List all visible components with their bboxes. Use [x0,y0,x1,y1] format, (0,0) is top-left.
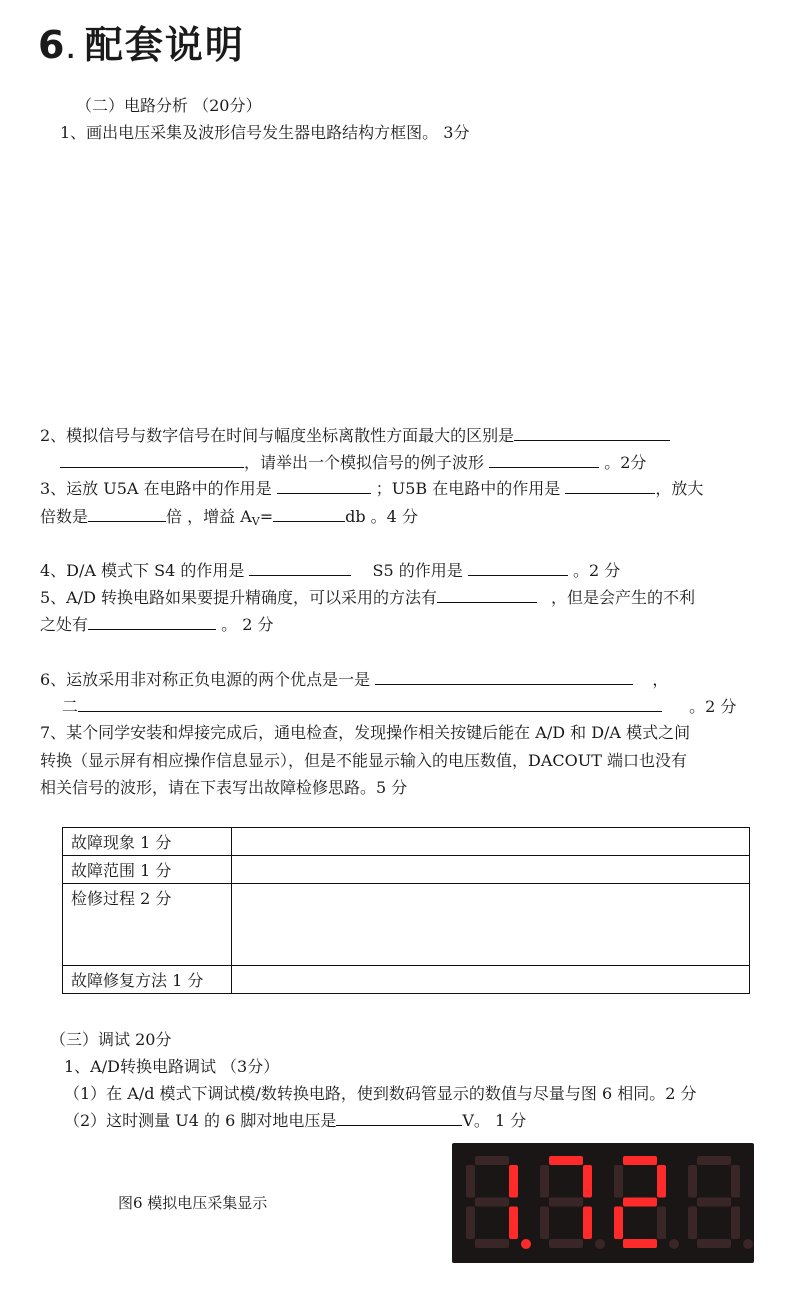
answer-blank[interactable] [277,477,371,494]
answer-blank[interactable] [468,559,568,576]
segment-e [688,1207,697,1240]
debug-item-1: 1、A/D转换电路调试 （3分） [64,1057,280,1076]
table-row [63,966,750,994]
answer-blank[interactable] [88,505,166,522]
segment-d [697,1239,731,1248]
question-1: 1、画出电压采集及波形信号发生器电路结构方框图。 3分 [60,123,470,142]
answer-blank[interactable] [249,559,351,576]
segment-f [466,1165,475,1198]
answer-blank[interactable] [60,451,244,468]
segment-b [509,1165,518,1198]
question-7-line2: 转换（显示屏有相应操作信息显示），但是不能显示输入的电压数值，DACOUT 端口也没有 [40,751,687,770]
question-7-line3: 相关信号的波形，请在下表写出故障检修思路。5 分 [40,778,408,797]
segment-e [614,1207,623,1240]
segment-a [697,1156,731,1165]
debug-step-1: （1）在 A/d 模式下调试模/数转换电路，使到数码管显示的数值与尽量与图 6 相同。2 分 [64,1084,697,1103]
row-label: 故障范围 1 分 [63,856,232,884]
decimal-point [521,1239,531,1249]
answer-blank[interactable] [78,695,662,712]
segment-a [549,1156,583,1165]
answer-blank[interactable] [489,451,599,468]
answer-cell[interactable] [232,884,750,966]
answer-cell[interactable] [232,966,750,994]
segment-c [731,1207,740,1240]
segment-c [509,1207,518,1240]
segment-e [540,1207,549,1240]
fault-table [62,827,750,994]
row-label: 故障现象 1 分 [63,828,232,856]
segment-g [475,1198,509,1207]
decimal-point [743,1239,753,1249]
table-row [63,828,750,856]
segment-e [466,1207,475,1240]
answer-blank[interactable] [375,668,633,685]
question-6-line2: 二 。2 分 [62,697,737,716]
row-label: 检修过程 2 分 [63,884,232,966]
answer-cell[interactable] [232,828,750,856]
answer-blank[interactable] [437,586,537,603]
figure-caption: 图6 模拟电压采集显示 [118,1194,268,1212]
decimal-point [669,1239,679,1249]
question-4: 4、D/A 模式下 S4 的作用是 S5 的作用是 。2 分 [40,561,621,580]
answer-blank[interactable] [514,424,670,441]
decimal-point [595,1239,605,1249]
segment-c [583,1207,592,1240]
segment-g [697,1198,731,1207]
segment-c [657,1207,666,1240]
question-5-line2: 之处有 。 2 分 [40,615,274,634]
segment-g [623,1198,657,1207]
answer-blank[interactable] [336,1109,462,1126]
segment-d [475,1239,509,1248]
section-heading-analysis: （二）电路分析 （20分） [76,96,262,115]
segment-b [657,1165,666,1198]
question-7-line1: 7、某个同学安装和焊接完成后，通电检查，发现操作相关按键后能在 A/D 和 D/A 模式之间 [40,723,691,742]
segment-d [623,1239,657,1248]
segment-d [549,1239,583,1248]
question-5-line1: 5、A/D 转换电路如果要提升精确度，可以采用的方法有 ，但是会产生的不利 [40,588,696,607]
question-2-line2: ，请举出一个模拟信号的例子波形 。2分 [60,450,646,473]
segment-g [549,1198,583,1207]
section-heading-debug: （三）调试 20分 [50,1030,172,1049]
seven-segment-svg [452,1143,754,1263]
question-2-line1: 2、模拟信号与数字信号在时间与幅度坐标离散性方面最大的区别是 [40,423,670,446]
segment-f [614,1165,623,1198]
segment-f [540,1165,549,1198]
question-3-line2: 倍数是 倍 ，增益 $A_V=$ db 。4 分 [40,507,418,528]
segment-b [731,1165,740,1198]
table-row [63,884,750,966]
page-title: 6. 配套说明 [38,23,245,67]
seven-segment-display [452,1143,754,1263]
segment-a [475,1156,509,1165]
segment-f [688,1165,697,1198]
row-label: 故障修复方法 1 分 [63,966,232,994]
answer-cell[interactable] [232,856,750,884]
debug-step-2: （2）这时测量 U4 的 6 脚对地电压是 V。 1 分 [64,1111,527,1130]
question-6-line1: 6、运放采用非对称正负电源的两个优点是一是 ， [40,670,669,689]
segment-b [583,1165,592,1198]
question-3-line1: 3、运放 U5A 在电路中的作用是 ；U5B 在电路中的作用是 ，放大 [40,479,704,498]
answer-blank[interactable] [273,505,345,522]
segment-a [623,1156,657,1165]
answer-blank[interactable] [88,613,216,630]
table-row [63,856,750,884]
answer-blank[interactable] [565,477,655,494]
